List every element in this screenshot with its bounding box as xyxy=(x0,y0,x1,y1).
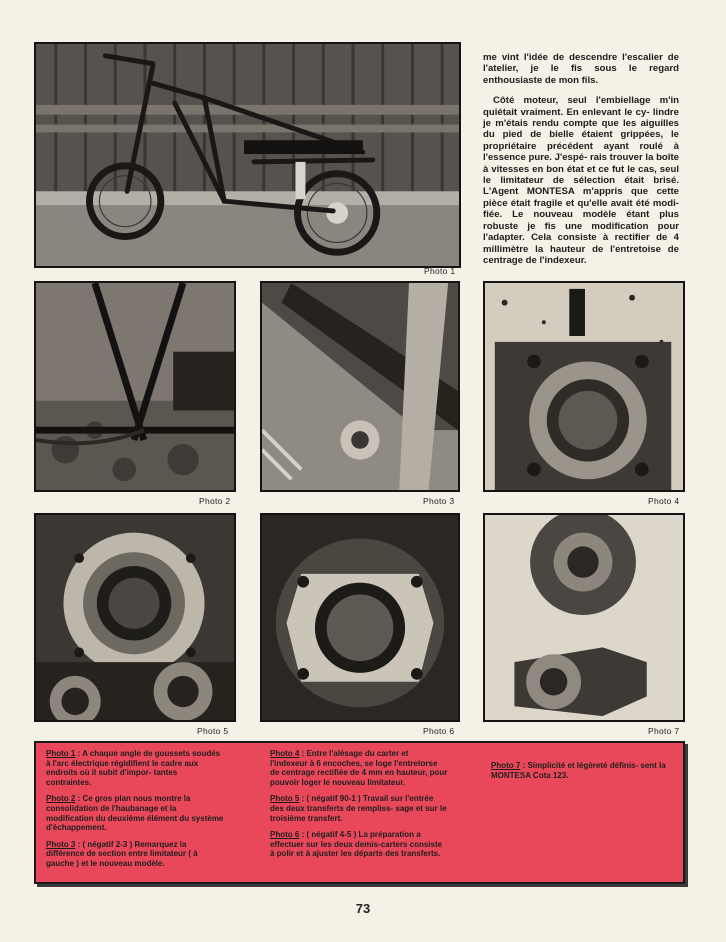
captions-column-1 xyxy=(46,749,224,876)
captions-column-2 xyxy=(270,749,448,866)
photo-6-label: Photo 6 xyxy=(423,726,455,736)
caption-photo-5: Photo 5 : ( négatif 90-1 ) Travail sur l'entrée des deux transferts de rempliss- sage et sur le troisième transfert. xyxy=(270,794,447,823)
photo-1-motorcycle xyxy=(34,42,461,268)
caption-photo-3: Photo 3 : ( négatif 2-3 ) Remarquez la différence de section entre limitateur ( à gauche ) et le nouveau modèle. xyxy=(46,839,198,868)
photo-captions-box xyxy=(34,741,685,884)
caption-photo-6: Photo 6 : ( négatif 4-5 ) La préparation a effectuer sur les deux demis-carters consiste à polir et à ajuster les départs des transferts. xyxy=(270,830,443,859)
photo-5-label: Photo 5 xyxy=(197,726,229,736)
photo-5-transfers xyxy=(34,513,236,722)
captions-column-3 xyxy=(491,761,671,787)
photo-4-label: Photo 4 xyxy=(648,496,680,506)
page-number: 73 xyxy=(355,901,371,916)
photo-3-label: Photo 3 xyxy=(423,496,455,506)
photo-6-cylinder xyxy=(260,513,460,722)
photo-3-weld-closeup xyxy=(260,281,460,492)
article-paragraph-2: Côté moteur, seul l'embiellage m'in quiétait vraiment. En enlevant le cy- lindre je m'étais rendu compte que les aiguilles du pied de bielle étaient grippées, le propriétaire précédent ayant roulé à l'essence pure. J'espé- rais trouver la boîte à vitesses en bon état et ce fut le cas, seul le limitateur de sélection était brisé. L'Agent MONTESA m'appris que cette pièce était fragile et qu'elle avait été modi- fiée. Le nouveau modèle étant plus robuste je fis une modification pour l'adapter. Cela consiste à rectifier de 4 millimètre la hauteur de l'entretoise de centrage de l'indexeur. xyxy=(483,95,679,266)
photo-4-carter xyxy=(483,281,685,492)
photo-7-parts xyxy=(483,513,685,722)
article-paragraph-1: me vint l'idée de descendre l'escalier de l'atelier, je le fis sous le regard enthousiaste de mon fils. xyxy=(483,52,679,86)
article-column xyxy=(483,52,679,275)
photo-1-label: Photo 1 xyxy=(424,266,456,276)
caption-photo-7: Photo 7 : Simplicité et légèreté définis- sent la MONTESA Cota 123. xyxy=(491,761,666,780)
photo-2-label: Photo 2 xyxy=(199,496,231,506)
caption-photo-1: Photo 1 : A chaque angle de goussets soudés à l'arc électrique régidifient le cadre aux endroits où il subit d'impor- tantes contraintes. xyxy=(46,749,221,787)
caption-photo-4: Photo 4 : Entre l'alésage du carter et l'indexeur à 6 encoches, se loge l'entretorse de centrage rectifiée de 4 mm en hauteur, pour pouvoir loger le nouveau limitateur. xyxy=(270,749,448,787)
caption-photo-2: Photo 2 : Ce gros plan nous montre la consolidation de l'haubanage et la modification du deuxième élément du système d'échappement. xyxy=(46,794,224,833)
photo-2-frame-closeup xyxy=(34,281,236,492)
photo-7-label: Photo 7 xyxy=(648,726,680,736)
